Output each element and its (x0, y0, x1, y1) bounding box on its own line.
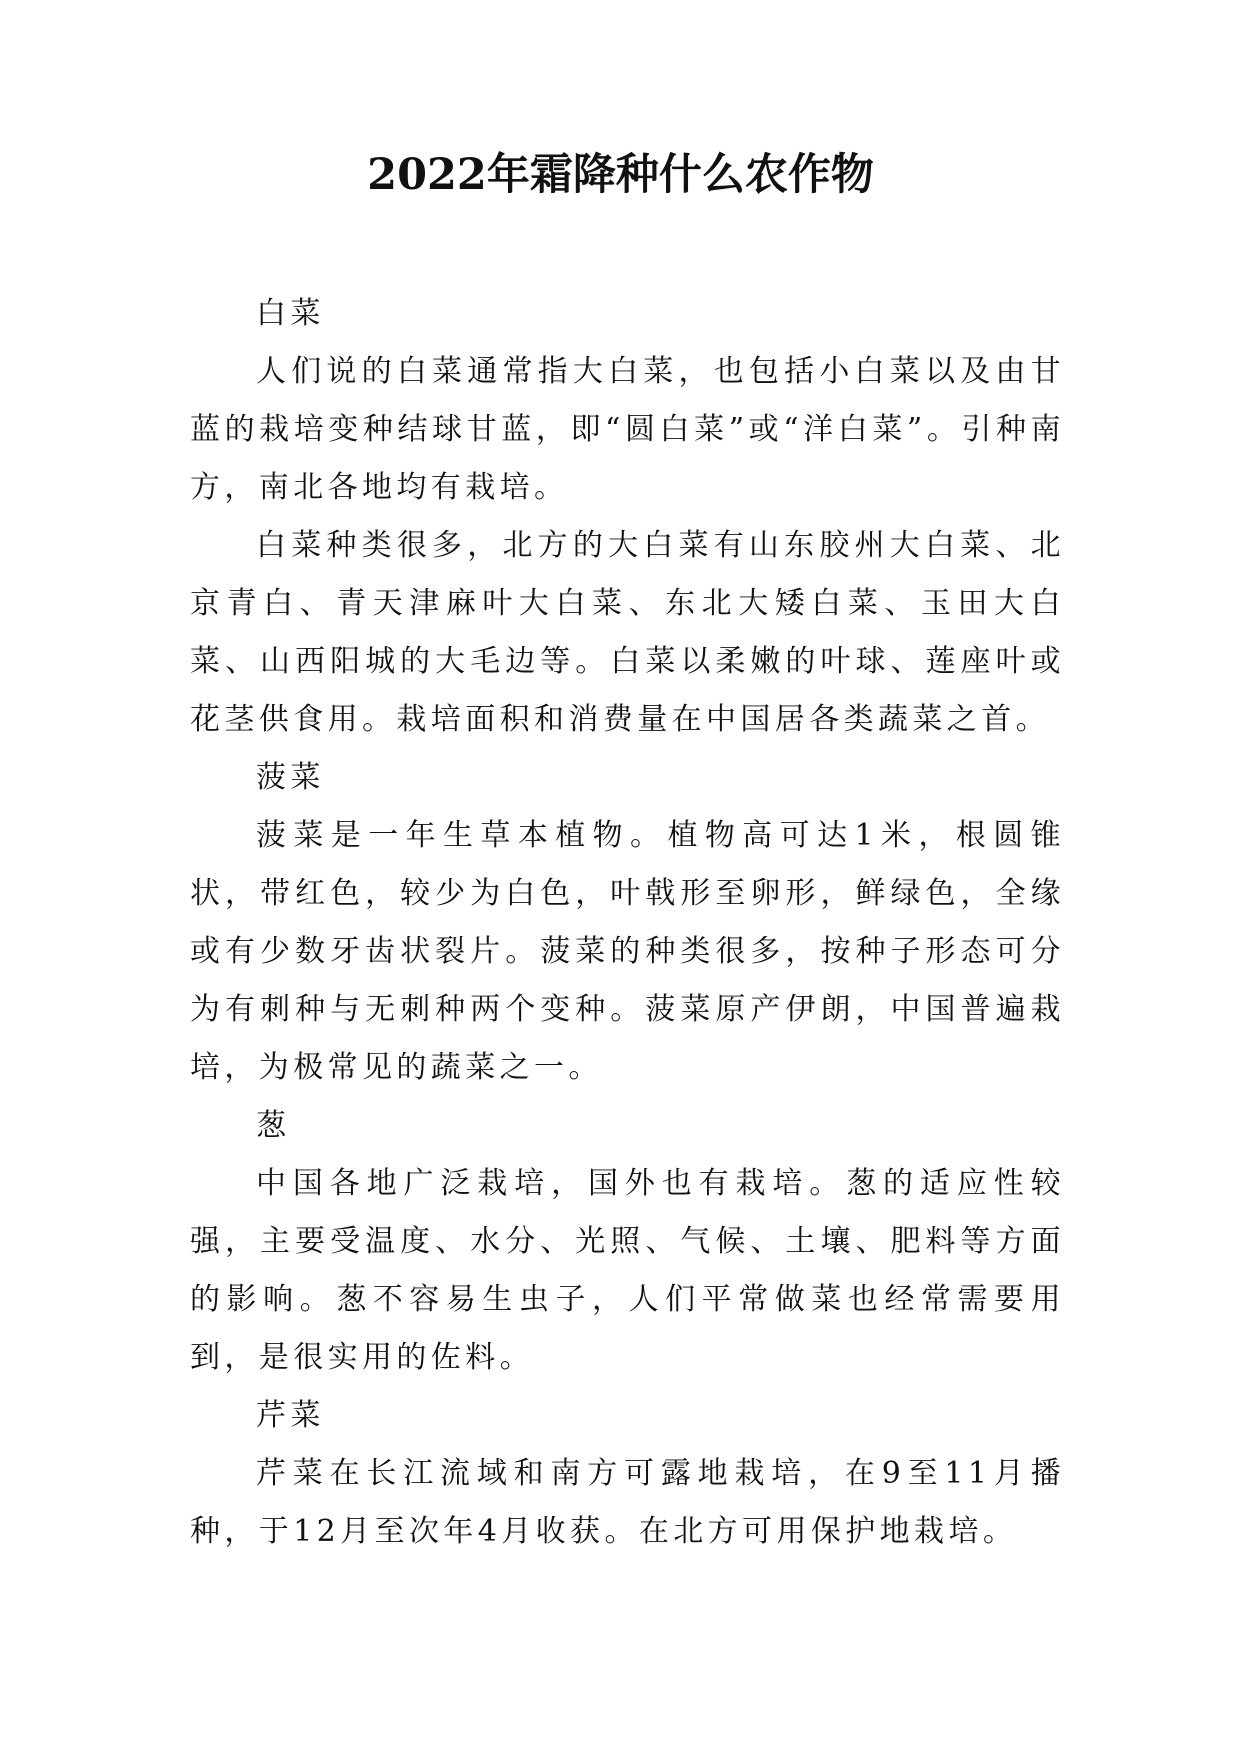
section-heading-qincai: 芹菜 (256, 1398, 325, 1433)
document-title: 2022年霜降种什么农作物 (367, 150, 874, 200)
paragraph: 人们说的白菜通常指大白菜，也包括小白菜以及由甘蓝的栽培变种结球甘蓝，即“圆白菜”或“洋白菜”。引种南方，南北各地均有栽培。 (190, 354, 1065, 505)
paragraph: 菠菜是一年生草本植物。植物高可达1米，根圆锥状，带红色，较少为白色，叶戟形至卵形，鲜绿色，全缘或有少数牙齿状裂片。菠菜的种类很多，按种子形态可分为有刺种与无刺种两个变种。菠菜原产伊朗，中国普遍栽培，为极常见的蔬菜之一。 (190, 818, 1065, 1085)
document-body (190, 285, 1065, 1561)
paragraph: 白菜种类很多，北方的大白菜有山东胶州大白菜、北京青白、青天津麻叶大白菜、东北大矮白菜、玉田大白菜、山西阳城的大毛边等。白菜以柔嫩的叶球、莲座叶或花茎供食用。栽培面积和消费量在中国居各类蔬菜之首。 (190, 528, 1065, 737)
section-heading-cong: 葱 (256, 1108, 291, 1143)
section-heading-bocai: 菠菜 (256, 760, 325, 795)
paragraph: 芹菜在长江流域和南方可露地栽培，在9至11月播种，于12月至次年4月收获。在北方可用保护地栽培。 (190, 1456, 1065, 1549)
paragraph: 中国各地广泛栽培，国外也有栽培。葱的适应性较强，主要受温度、水分、光照、气候、土壤、肥料等方面的影响。葱不容易生虫子，人们平常做菜也经常需要用到，是很实用的佐料。 (190, 1166, 1065, 1375)
section-heading-baicai: 白菜 (256, 296, 325, 331)
